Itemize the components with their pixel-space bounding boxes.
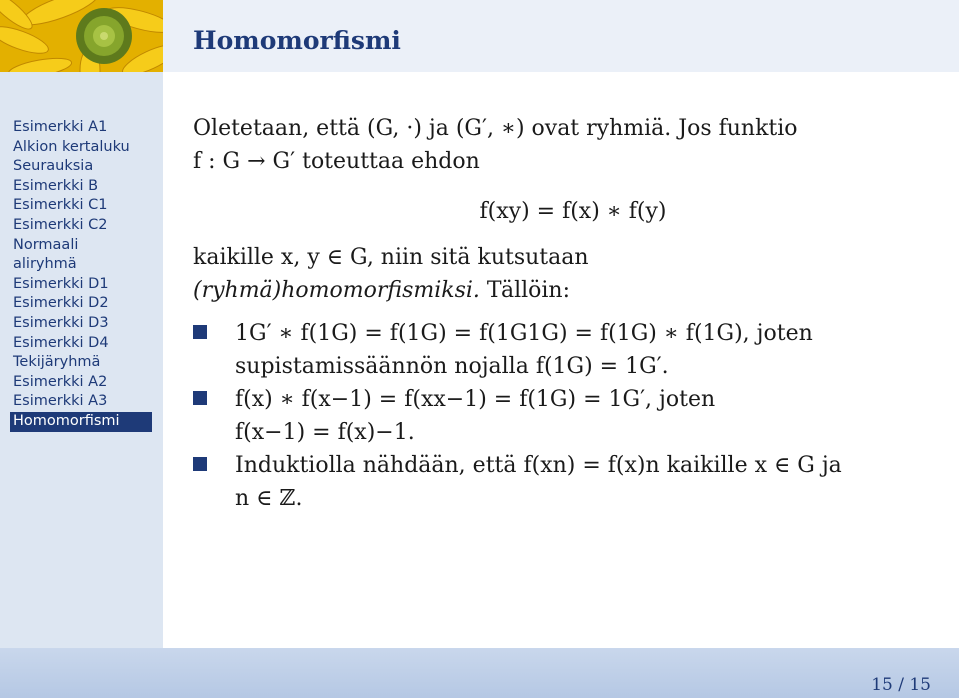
- sidebar-item-esimerkki-a3[interactable]: Esimerkki A3: [13, 393, 108, 410]
- definition-tail: Tällöin:: [479, 278, 571, 303]
- sidebar-item-seurauksia[interactable]: Seurauksia: [13, 158, 94, 175]
- definition-line-2: [193, 274, 913, 307]
- sidebar-item-esimerkki-d1[interactable]: Esimerkki D1: [13, 275, 109, 292]
- page-counter: 15 / 15: [871, 675, 931, 695]
- list-item: [193, 317, 913, 383]
- sidebar-item-esimerkki-d4[interactable]: Esimerkki D4: [13, 334, 109, 351]
- sidebar-item-esimerkki-c1[interactable]: Esimerkki C1: [13, 197, 108, 214]
- sidebar-item-esimerkki-a2[interactable]: Esimerkki A2: [13, 373, 108, 390]
- header-bar: [163, 0, 959, 72]
- item-1-line-1: 1G′ ∗ f(1G) = f(1G) = f(1G1G) = f(1G) ∗ f(1G), joten: [235, 321, 813, 346]
- slide-content: [193, 112, 913, 515]
- footer-bar: [0, 648, 959, 698]
- square-bullet-icon: [193, 457, 207, 471]
- sidebar-item-aliryhma[interactable]: aliryhmä: [13, 256, 77, 273]
- square-bullet-icon: [193, 325, 207, 339]
- sidebar-item-tekijaryhma[interactable]: Tekijäryhmä: [13, 354, 101, 371]
- item-2-line-1: f(x) ∗ f(x−1) = f(xx−1) = f(1G) = 1G′, joten: [235, 387, 716, 412]
- intro-line-2: f : G → G′ toteuttaa ehdon: [193, 149, 480, 174]
- sidebar-navigation: [0, 72, 163, 648]
- item-2-line-2: f(x−1) = f(x)−1.: [235, 420, 415, 445]
- properties-list: [193, 317, 913, 515]
- definition-term: (ryhmä)homomorfismiksi.: [193, 278, 480, 303]
- sidebar-item-esimerkki-a1[interactable]: Esimerkki A1: [13, 119, 108, 135]
- homomorphism-equation: f(xy) = f(x) ∗ f(y): [479, 199, 667, 224]
- intro-line-1: Oletetaan, että (G, ·) ja (G′, ∗) ovat ryhmiä. Jos funktio: [193, 116, 798, 141]
- list-item: [193, 383, 913, 449]
- square-bullet-icon: [193, 391, 207, 405]
- sidebar-item-esimerkki-b[interactable]: Esimerkki B: [13, 177, 99, 194]
- sidebar-item-esimerkki-c2[interactable]: Esimerkki C2: [13, 216, 108, 233]
- sidebar-item-alkion-kertaluku[interactable]: Alkion kertaluku: [13, 138, 130, 155]
- sidebar-item-esimerkki-d2[interactable]: Esimerkki D2: [13, 295, 109, 312]
- list-item: [193, 449, 913, 515]
- item-3-line-2: n ∈ ℤ.: [235, 486, 303, 511]
- sidebar-nav-list: [0, 118, 163, 432]
- sidebar-item-normaali[interactable]: Normaali: [13, 236, 79, 253]
- sidebar-item-homomorfismi[interactable]: Homomorfismi: [10, 412, 152, 432]
- item-3-line-1: Induktiolla nähdään, että f(xn) = f(x)n kaikille x ∈ G ja: [235, 453, 842, 478]
- sidebar-item-esimerkki-d3[interactable]: Esimerkki D3: [13, 314, 109, 331]
- logo-flower-image: [0, 0, 163, 72]
- sunflower-icon: [0, 0, 163, 72]
- slide-title: Homomorfismi: [193, 26, 401, 55]
- item-1-line-2: supistamissäännön nojalla f(1G) = 1G′.: [235, 354, 669, 379]
- definition-line-1: kaikille x, y ∈ G, niin sitä kutsutaan: [193, 245, 589, 270]
